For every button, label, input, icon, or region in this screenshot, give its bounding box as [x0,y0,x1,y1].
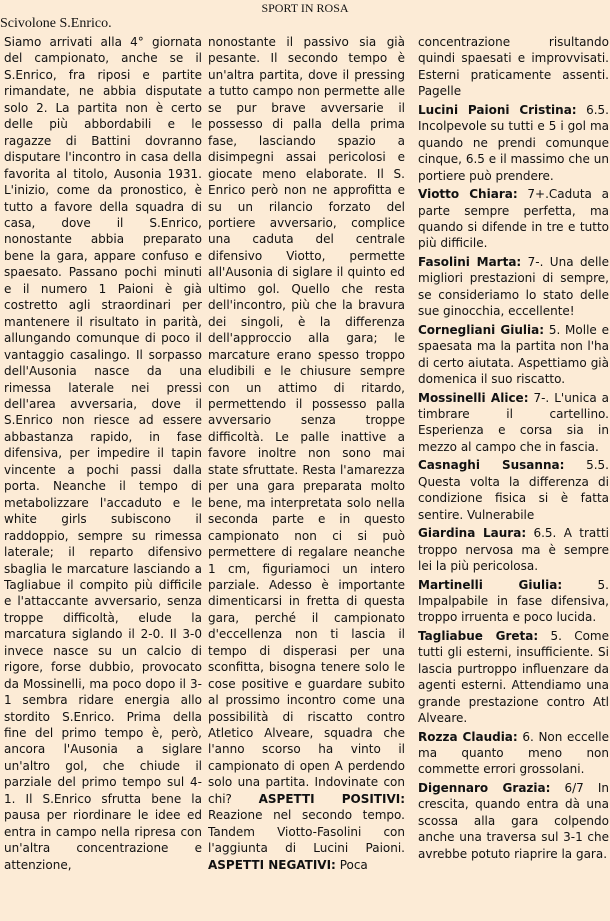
player-rating [418,457,609,523]
article-column-3 [418,34,609,921]
negatives-label: ASPETTI NEGATIVI: [208,857,336,872]
player-name: Martinelli Giulia: [418,577,563,592]
player-comment: 7-. Una delle migliori prestazioni di sempre, se consideriamo lo stato delle sue ginocchia, eccellente! [418,254,609,319]
player-name: Digennaro Grazia: [418,780,551,795]
player-name: Tagliabue Greta: [418,628,539,643]
page-header: SPORT IN ROSA [261,1,349,15]
article-column-1: Siamo arrivati alla 4° giornata del campionato, anche se il S.Enrico, fra riposi e partite rimandate, ne abbia disputate solo 2. La partita non è certo delle più abbordabili e le ragazze di Battini dovranno disputare l'incontro in casa della favorita al titolo, Ausonia 1931. L'inizio, come da pronostico, è tutto a favore della squadra di casa, dove il S.Enrico, nonostante abbia preparato bene la gara, appare confuso e spaesato. Passano pochi minuti e il numero 1 Paioni è già costretto agli straordinari per mantenere il risultato in parità, allungando comunque di poco il vantaggio casalingo. Il sorpasso dell'Ausonia nasce da una rimessa laterale nei pressi dell'area avversaria, dove il S.Enrico non riesce ad essere abbastanza rapido, in fase difensiva, per impedire il tapin vincente a pochi passi dalla porta. Neanche il tempo di metabolizzare l'accaduto e le white girls subiscono il raddoppio, sempre su rimessa laterale; il reparto difensivo sbaglia le marcature lasciando a Tagliabue il compito più difficile e l'attaccante avversario, senza troppe difficoltà, elude la marcatura siglando il 2-0. Il 3-0 invece nasce su un calcio di rigore, forse dubbio, provocato da Mossinelli, ma poco dopo il 3-1 sembra ridare energia allo stordito S.Enrico. Prima della fine del primo tempo è, però, ancora l'Ausonia a siglare un'altro gol, che chiude il parziale del primo tempo sul 4-1. Il S.Enrico sfrutta bene la pausa per riordinare le idee ed entra in campo nella ripresa con un'altra concentrazione e attenzione, [4,35,202,872]
player-comment: 6/7 In crescita, quando entra dà una scossa alla gara colpendo anche una traversa sul 3-1 che avrebbe potuto riaprire la gara. [418,780,609,861]
negatives-text: Poca [339,857,368,872]
player-name: Viotto Chiara: [418,187,518,202]
article-column-2 [208,34,405,921]
negatives-continued: concentrazione risultando quindi spaesati e improvvisati. Esterni praticamente assenti. Pagelle [418,35,609,99]
player-name: Fasolini Marta: [418,254,522,269]
player-name: Rozza Claudia: [418,729,518,744]
match-report-body: nonostante il passivo sia già pesante. Il secondo tempo è un'altra partita, dove il pressing a tutto campo non permette alle se pur brave avversarie il possesso di palla della prima fase, lasciando spazio a disimpegni assai pericolosi e giocate meno elaborate. Il S. Enrico però non ne approfitta e su un rilancio forzato del portiere avversario, complice una caduta del centrale difensivo Viotto, permette all'Ausonia di siglare il quinto ed ultimo gol. Quello che resta dell'incontro, più che la bravura dei singoli, è la differenza dell'approccio alla gara; le marcature erano spesso troppo eludibili e le chiusure sempre con un attimo di ritardo, permettendo il possesso palla avversario senza troppe difficoltà. Le palle inattive a favore inoltre non sono mai state sfruttate. Resta l'amarezza per una gara preparata molto bene, ma interpretata solo nella seconda parte e in questo campionato non ci si può permettere di regalare neanche 1 cm, figuriamoci un intero parziale. Adesso è importante dimenticarsi in fretta di questa gara, perché il campionato d'eccellenza non ti lascia il tempo di disperasi per una sconfitta, bisogna tenere solo le cose positive e guardare subito al prossimo incontro come una possibilità di riscatto contro Atletico Alveare, squadra che l'anno scorso ha vinto il campionato di open A perdendo solo una partita. Indovinate con chi? [208,35,405,806]
player-comment: 5. Molle e spaesata ma la partita non l'ha di certo aiutata. Aspettiamo già domenica il suo riscatto. [418,322,609,387]
ratings-label: Pagelle [418,84,462,99]
positives-text: Reazione nel secondo tempo. Tandem Viotto-Fasolini con l'aggiunta di Lucini Paioni. [208,808,405,856]
player-comment: 6. Non eccelle ma quanto meno non commette errori grossolani. [418,729,609,777]
player-name: Giardina Laura: [418,526,527,541]
player-rating [418,577,609,626]
player-rating [418,525,609,574]
player-rating [418,254,609,320]
player-rating [418,102,609,184]
player-rating [418,186,609,252]
player-name: Cornegliani Giulia: [418,322,545,337]
player-rating [418,729,609,778]
player-rating [418,780,609,862]
article-headline: Scivolone S.Enrico. [0,16,112,31]
player-comment: 7-. L'unica a timbrare il cartellino. Esperienza e corsa sia in mezzo al campo che in fascia. [418,390,609,454]
player-name: Mossinelli Alice: [418,390,529,405]
player-name: Casnaghi Susanna: [418,458,565,473]
player-ratings-list [418,102,609,862]
player-rating [418,322,609,388]
player-rating [418,628,609,727]
player-rating [418,390,609,456]
player-comment: 5. Impalpabile in fase difensiva, troppo irruenta e poco lucida. [418,577,609,625]
player-comment: 6.5. Incolpevole su tutti e 5 i gol ma quando ne prendi comunque cinque, 6.5 e il massimo che un portiere può prendere. [418,102,609,183]
positives-label: ASPETTI POSITIVI: [258,791,405,806]
player-name: Lucini Paioni Cristina: [418,102,577,117]
player-comment: 5. Come tutti gli esterni, insufficiente. Si lascia purtroppo influenzare da agenti esterni. Attendiamo una grande prestazione contro Atl Alveare. [418,628,609,726]
player-comment: 6.5. A tratti troppo nervosa ma è sempre lei la più pericolosa. [418,526,609,574]
player-comment: 7+.Caduta a parte sempre perfetta, ma quando si difende in tre e tutto più difficile. [418,187,609,251]
player-comment: 5.5. Questa volta la differenza di condizione fisica si è fatta sentire. Vulnerabile [418,458,609,522]
